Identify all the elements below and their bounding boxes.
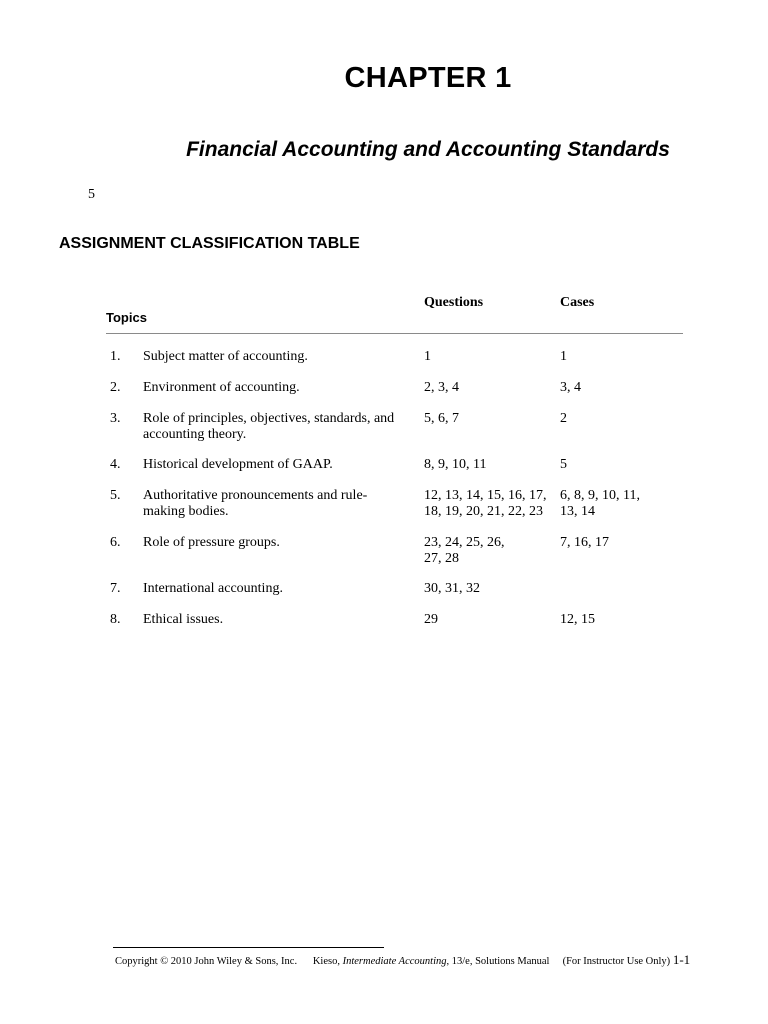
row-cases: 2 (560, 411, 567, 426)
row-questions: 1 (424, 349, 431, 364)
chapter-subtitle: Financial Accounting and Accounting Standards (186, 138, 670, 161)
row-topic: Role of principles, objectives, standards, and accounting theory. (143, 411, 395, 442)
header-cases: Cases (560, 295, 595, 310)
row-questions: 12, 13, 14, 15, 16, 17, 18, 19, 20, 21, 22, 23 (424, 488, 547, 519)
row-number: 5. (110, 488, 121, 503)
footer-page-number: 1-1 (672, 952, 691, 967)
row-topic: Subject matter of accounting. (143, 349, 308, 364)
row-questions: 23, 24, 25, 26, 27, 28 (424, 535, 505, 566)
row-number: 3. (110, 411, 121, 426)
row-questions: 5, 6, 7 (424, 411, 459, 426)
row-number: 8. (110, 612, 121, 627)
chapter-title: CHAPTER 1 (344, 62, 512, 94)
row-topic: Authoritative pronouncements and rule-making bodies. (143, 488, 368, 519)
page-marker: 5 (88, 187, 95, 202)
header-topics: Topics (106, 310, 147, 325)
footer-manual: , Solutions Manual (469, 956, 550, 967)
footer-edition: 13/e (451, 956, 470, 967)
row-cases: 6, 8, 9, 10, 11, 13, 14 (560, 488, 640, 519)
row-questions: 29 (424, 612, 438, 627)
row-topic: International accounting. (143, 581, 283, 596)
page-footer: Copyright © 2010 John Wiley & Sons, Inc. Kieso, Intermediate Accounting, 13/e, Solutions Manual (For Instructor Use Only) 1-1 (115, 952, 691, 967)
row-topic: Historical development of GAAP. (143, 457, 333, 472)
footer-restriction: (For Instructor Use Only) (562, 956, 671, 967)
row-cases: 1 (560, 349, 567, 364)
row-topic: Environment of accounting. (143, 380, 300, 395)
row-number: 2. (110, 380, 121, 395)
row-cases: 12, 15 (560, 612, 595, 627)
row-number: 4. (110, 457, 121, 472)
row-topic: Ethical issues. (143, 612, 224, 627)
footer-divider (113, 947, 384, 948)
row-cases: 7, 16, 17 (560, 535, 609, 550)
row-questions: 2, 3, 4 (424, 380, 459, 395)
footer-author: Kieso, (312, 956, 340, 967)
row-questions: 30, 31, 32 (424, 581, 480, 596)
header-divider (106, 333, 683, 334)
row-number: 7. (110, 581, 121, 596)
footer-copyright: Copyright © 2010 John Wiley & Sons, Inc. (115, 956, 298, 967)
row-number: 6. (110, 535, 121, 550)
row-topic: Role of pressure groups. (143, 535, 280, 550)
header-questions: Questions (424, 295, 484, 310)
row-cases: 3, 4 (560, 380, 581, 395)
row-cases: 5 (560, 457, 567, 472)
row-questions: 8, 9, 10, 11 (424, 457, 487, 472)
section-title: ASSIGNMENT CLASSIFICATION TABLE (59, 235, 360, 252)
footer-book-title: Intermediate Accounting (342, 956, 447, 967)
row-number: 1. (110, 349, 121, 364)
